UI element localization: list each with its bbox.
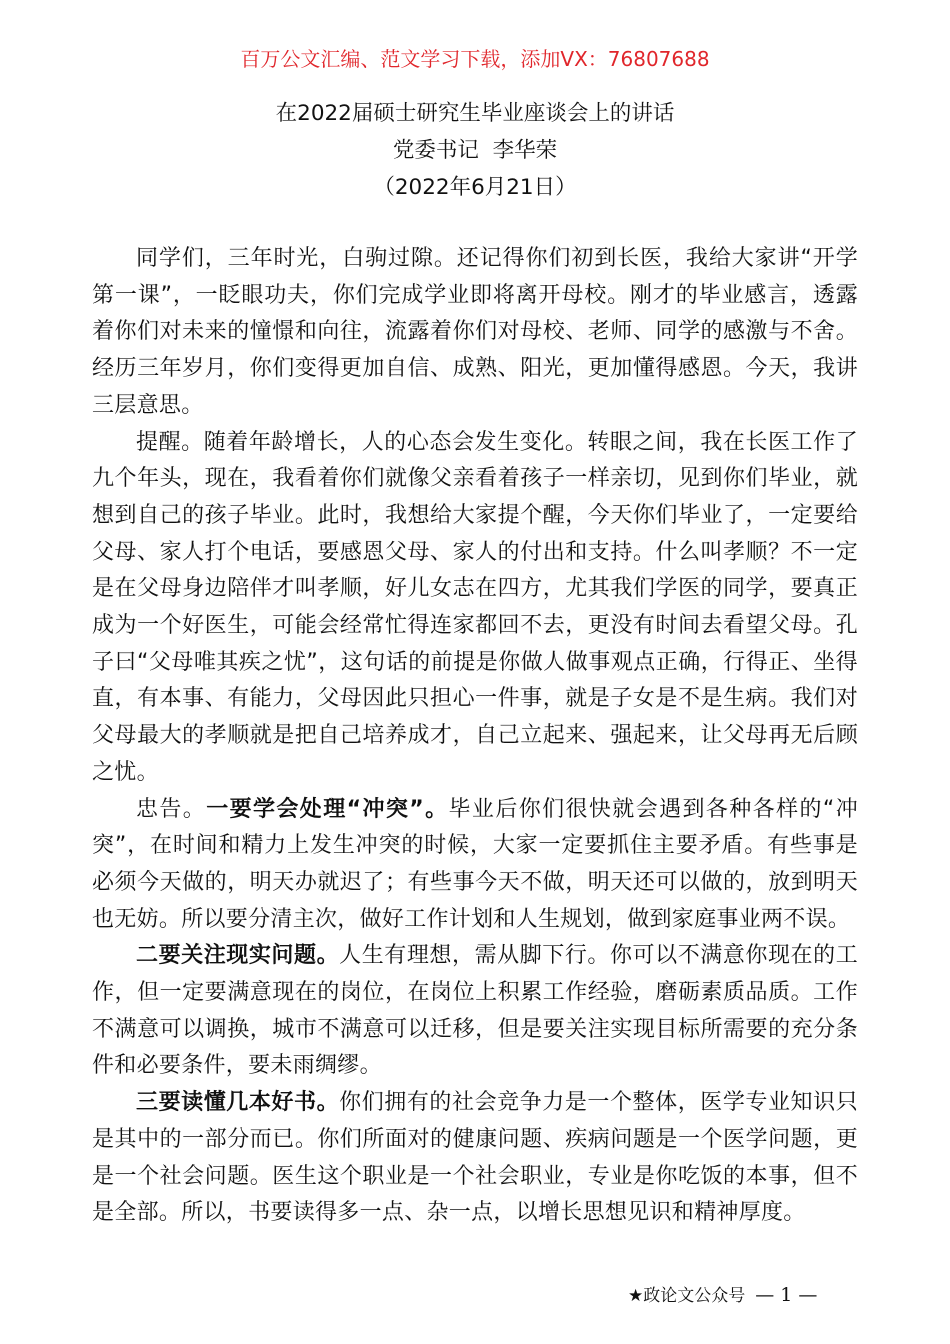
document-body: [92, 241, 858, 1232]
paragraph: [92, 241, 858, 425]
paragraph-heading: 二要关注现实问题。: [136, 943, 340, 969]
paragraph: [92, 792, 858, 939]
paragraph-lead: 忠告。: [136, 796, 207, 822]
paragraph-heading: 三要读懂几本好书。: [136, 1090, 340, 1116]
footer-source: ★政论文公众号: [628, 1286, 746, 1306]
watermark-banner: 百万公文汇编、范文学习下载，添加VX：76807688: [240, 47, 710, 71]
paragraph-text: 毕业后你们很快就会遇到各种各样的“冲突”，在时间和精力上发生冲突的时候，大家一定要抓住主要矛盾。有些事是必须今天做的，明天办就迟了；有些事今天不做，明天还可以做的，放到明天也无妨。所以要分清主次，做好工作计划和人生规划，做到家庭事业两不误。: [92, 796, 858, 932]
paragraph-text: 同学们，三年时光，白驹过隙。还记得你们初到长医，我给大家讲“开学第一课”，一眨眼功夫，你们完成学业即将离开母校。刚才的毕业感言，透露着你们对未来的憧憬和向往，流露着你们对母校、老师、同学的感激与不舍。经历三年岁月，你们变得更加自信、成熟、阳光，更加懂得感恩。今天，我讲三层意思。: [92, 246, 858, 418]
document-title: 在2022届硕士研究生毕业座谈会上的讲话: [275, 101, 675, 126]
paragraph-text: 人生有理想，需从脚下行。你可以不满意你现在的工作，但一定要满意现在的岗位，在岗位上积累工作经验，磨砺素质品质。工作不满意可以调换，城市不满意可以迁移，但是要关注实现目标所需要的充分条件和必要条件，要未雨绸缪。: [92, 943, 858, 1079]
author-line: 党委书记 李华荣: [392, 138, 558, 163]
document-header: [0, 95, 950, 206]
paragraph: [92, 938, 858, 1085]
page-footer: [628, 1282, 817, 1309]
paragraph-text: 提醒。随着年龄增长，人的心态会发生变化。转眼之间，我在长医工作了九个年头，现在，我看着你们就像父亲看着孩子一样亲切，见到你们毕业，就想到自己的孩子毕业。此时，我想给大家提个醒，今天你们毕业了，一定要给父母、家人打个电话，要感恩父母、家人的付出和支持。什么叫孝顺？不一定是在父母身边陪伴才叫孝顺，好儿女志在四方，尤其我们学医的同学，要真正成为一个好医生，可能会经常忙得连家都回不去，更没有时间去看望父母。孔子曰“父母唯其疾之忧”，这句话的前提是你做人做事观点正确，行得正、坐得直，有本事、有能力，父母因此只担心一件事，就是子女是不是生病。我们对父母最大的孝顺就是把自己培养成才，自己立起来、强起来，让父母再无后顾之忧。: [92, 429, 858, 785]
date-line: （2022年6月21日）: [373, 175, 577, 200]
paragraph: [92, 1085, 858, 1232]
paragraph-text: 你们拥有的社会竞争力是一个整体，医学专业知识只是其中的一部分而已。你们所面对的健康问题、疾病问题是一个医学问题，更是一个社会问题。医生这个职业是一个社会职业，专业是你吃饭的本事，但不是全部。所以，书要读得多一点、杂一点，以增长思想见识和精神厚度。: [92, 1090, 858, 1226]
paragraph-heading: 一要学会处理“冲突”。: [206, 796, 449, 822]
page-number: — 1 —: [755, 1284, 818, 1306]
paragraph: [92, 425, 858, 792]
